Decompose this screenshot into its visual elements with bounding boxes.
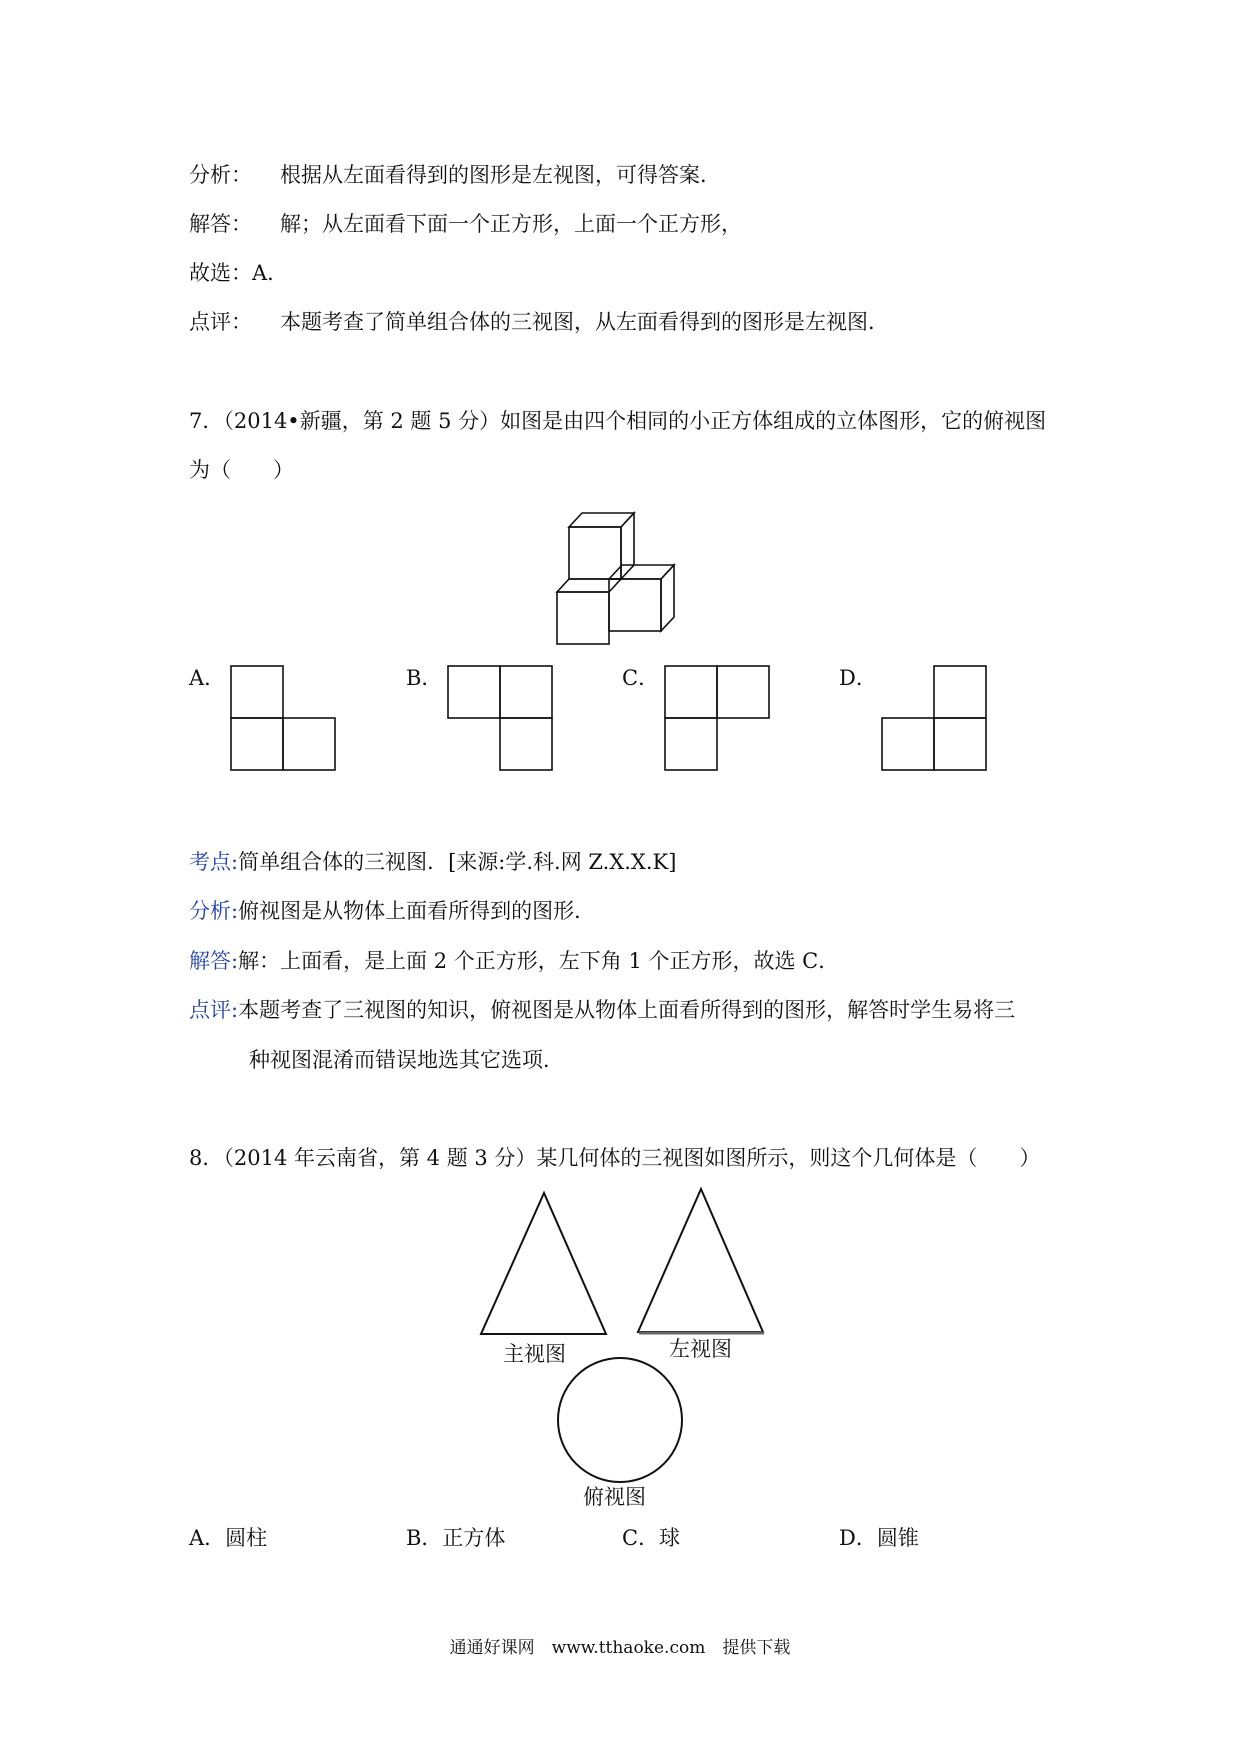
analysis-label: 分析： [189, 163, 252, 187]
q7-comment-text1: 本题考查了三视图的知识，俯视图是从物体上面看所得到的图形，解答时学生易将三 [238, 998, 1016, 1022]
kaodian-text: 简单组合体的三视图．[来源:学.科.网 Z.X.X.K] [238, 850, 677, 874]
comment-text: 本题考查了简单组合体的三视图，从左面看得到的图形是左视图． [280, 310, 889, 334]
q7-option-c-figure [663, 664, 771, 772]
top-view-label: 俯视图 [583, 1485, 646, 1509]
analysis-text: 根据从左面看得到的图形是左视图，可得答案． [280, 163, 721, 187]
q7-option-b-figure [446, 664, 554, 772]
q7-stem-line1: 7．（2014•新疆，第 2 题 5 分）如图是由四个相同的小正方体组成的立体图形，它的俯视图 [189, 409, 1047, 433]
solution-label: 解答： [189, 212, 252, 236]
q7-comment-line2: 种视图混淆而错误地选其它选项． [249, 1048, 564, 1072]
front-view-label: 主视图 [503, 1342, 566, 1366]
q8-left-view-figure [635, 1186, 767, 1338]
q8-top-view-figure [555, 1355, 685, 1485]
kaodian-label: 考点: [189, 850, 239, 874]
choice-text: 故选：A． [189, 261, 289, 285]
q7-option-b-label: B． [406, 666, 443, 690]
bottom-right-cube-front [609, 579, 661, 631]
q7-analysis-text: 俯视图是从物体上面看所得到的图形． [238, 899, 596, 923]
q7-analysis-label: 分析: [189, 899, 239, 923]
q7-option-d-label: D． [839, 666, 877, 690]
q7-kaodian-line [189, 847, 676, 877]
prev-solution-line [189, 209, 742, 239]
bottom-right-cube-side [661, 565, 674, 631]
q7-stem-line2: 为（ ） [189, 458, 294, 482]
comment-label: 点评： [189, 310, 252, 334]
prev-comment-line [189, 307, 889, 337]
q8-option-c: C．球 [622, 1526, 681, 1550]
q7-option-a-label: A． [189, 666, 226, 690]
q8-option-d: D．圆锥 [839, 1526, 919, 1550]
top-cube-top [569, 513, 634, 527]
q7-comment-label: 点评: [189, 998, 239, 1022]
q7-analysis-line [189, 896, 595, 926]
q7-solution-text: 解：上面看，是上面 2 个正方形，左下角 1 个正方形，故选 C． [238, 949, 840, 973]
prev-analysis-line [189, 160, 721, 190]
bottom-right-cube-top [609, 565, 674, 579]
left-view-label: 左视图 [669, 1337, 732, 1361]
q8-option-b: B．正方体 [406, 1526, 506, 1550]
top-cube-side [621, 513, 634, 579]
top-cube-front [569, 527, 621, 579]
q8-option-a: A．圆柱 [189, 1526, 268, 1550]
q7-comment-line1 [189, 995, 1015, 1025]
q7-option-a-figure [229, 664, 337, 772]
bottom-left-cube-front [557, 592, 609, 644]
cube-drawing [555, 508, 695, 646]
q7-cube-figure [555, 508, 695, 646]
prev-choice-line [189, 258, 288, 288]
q7-solution-line [189, 946, 839, 976]
bottom-left-cube-top [557, 579, 621, 592]
q7-option-c-label: C． [622, 666, 660, 690]
solution-text: 解；从左面看下面一个正方形，上面一个正方形， [280, 212, 742, 236]
q7-option-d-figure [880, 664, 988, 772]
page-footer: 通通好课网 www.tthaoke.com 提供下载 [449, 1638, 791, 1658]
q8-stem: 8．（2014 年云南省，第 4 题 3 分）某几何体的三视图如图所示，则这个几何体是（ ） [189, 1146, 1041, 1170]
q8-front-view-figure [478, 1190, 610, 1340]
q7-solution-label: 解答: [189, 949, 239, 973]
